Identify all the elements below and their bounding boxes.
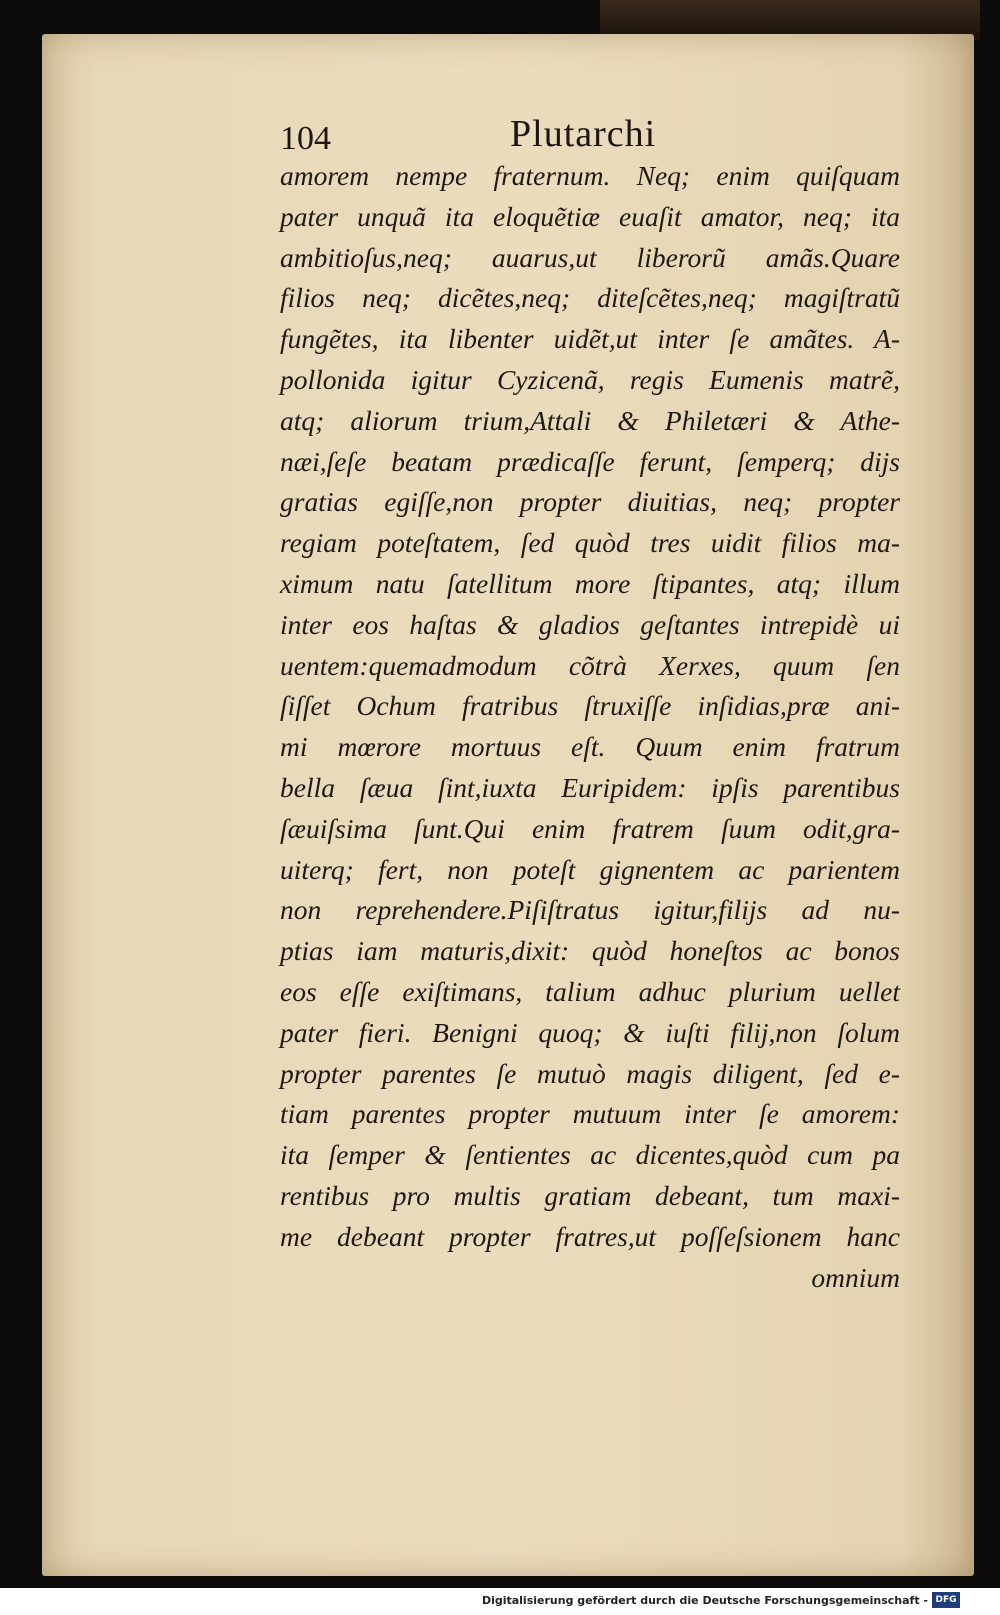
funding-credit: Digitalisierung gefördert durch die Deutsche Forschungsgemeinschaft -: [481, 1594, 928, 1607]
text-line: fungẽtes, ita libenter uidẽt,ut inter ſe amãtes. A-: [280, 323, 900, 355]
text-line: propter parentes ſe mutuò magis diligent, ſed e-: [280, 1057, 900, 1089]
text-line: amorem nempe fraternum. Neq; enim quiſquam: [280, 160, 900, 191]
text-line: gratias egiſſe,non propter diuitias, neq; propter: [280, 486, 900, 518]
text-line: pater fieri. Benigni quoq; & iuſti filij,non ſolum: [280, 1016, 900, 1048]
text-line: uiterq; fert, non poteſt gignentem ac parientem: [280, 853, 900, 885]
text-line: non reprehendere.Piſiſtratus igitur,filijs ad nu-: [280, 894, 900, 926]
text-line: næi,ſeſe beatam prædicaſſe ferunt, ſemperq; dijs: [280, 445, 900, 477]
text-line: inter eos haſtas & gladios geſtantes intrepidè ui: [280, 608, 900, 640]
text-line: regiam poteſtatem, ſed quòd tres uidit filios ma-: [280, 527, 900, 559]
text-line: eos eſſe exiſtimans, talium adhuc plurium uellet: [280, 975, 900, 1007]
footer: [0, 1588, 1000, 1615]
text-line: pater unquã ita eloquẽtiæ euaſit amator, neq; ita: [280, 200, 900, 232]
text-line: atq; aliorum trium,Attali & Philetæri & Athe-: [280, 404, 900, 436]
text-line: me debeant propter fratres,ut poſſeſsionem hanc: [280, 1220, 900, 1252]
dfg-logo: DFG: [932, 1592, 960, 1608]
body-text: [280, 156, 900, 1298]
text-line: filios neq; dicẽtes,neq; diteſcẽtes,neq; magiſtratũ: [280, 282, 900, 314]
text-line: tiam parentes propter mutuum inter ſe amorem:: [280, 1098, 900, 1130]
text-line: bella ſæua ſint,iuxta Euripidem: ipſis parentibus: [280, 771, 900, 803]
text-line: pollonida igitur Cyzicenã, regis Eumenis matrẽ,: [280, 363, 900, 395]
running-title: Plutarchi: [510, 113, 657, 155]
text-line: ita ſemper & ſentientes ac dicentes,quòd cum pa: [280, 1139, 900, 1171]
text-line: uentem:quemadmodum cõtrà Xerxes, quum ſen: [280, 649, 900, 681]
text-line: ſiſſet Ochum fratribus ſtruxiſſe inſidias,præ ani-: [280, 690, 900, 722]
page-number: 104: [280, 120, 331, 157]
text-line: rentibus pro multis gratiam debeant, tum maxi-: [280, 1179, 900, 1211]
text-line: mi mœrore mortuus eſt. Quum enim fratrum: [280, 731, 900, 763]
page-header: [280, 112, 900, 162]
text-line: ambitioſus,neq; auarus,ut liberorũ amãs.Quare: [280, 241, 900, 273]
text-line: ximum natu ſatellitum more ſtipantes, atq; illum: [280, 567, 900, 599]
text-line: ptias iam maturis,dixit: quòd honeſtos ac bonos: [280, 935, 900, 967]
catchword: omnium: [811, 1261, 900, 1293]
text-line: ſæuiſsima ſunt.Qui enim fratrem ſuum odit,gra-: [280, 812, 900, 844]
